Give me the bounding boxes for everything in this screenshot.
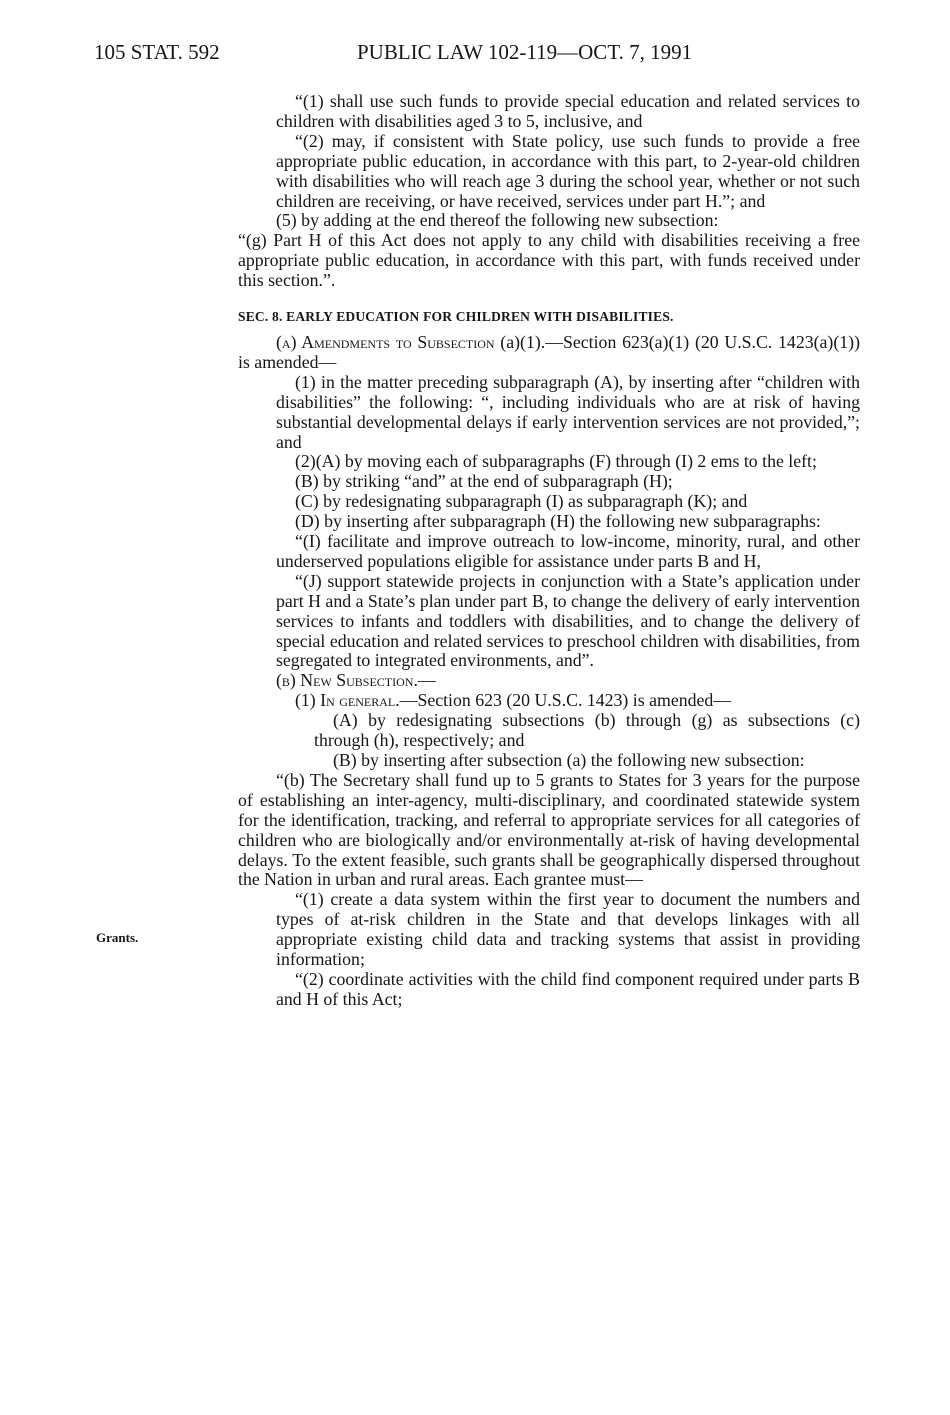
subsection-a [238,333,860,373]
paragraph-a2D: (D) by inserting after subparagraph (H) the following new subparagraphs: [295,511,821,532]
stat-reference: 105 STAT. 592 [94,40,220,64]
paragraph-a2B: (B) by striking “and” at the end of subparagraph (H); [295,471,673,492]
quoted-subparagraph-I: “(I) facilitate and improve outreach to low-income, minority, rural, and other underserved populations eligible for assistance under parts B and H, [276,531,860,571]
section-8-heading: SEC. 8. EARLY EDUCATION FOR CHILDREN WITH DISABILITIES. [238,309,674,325]
paragraph-a2A: (2)(A) by moving each of subparagraphs (F) through (I) 2 ems to the left; [295,451,817,472]
subsection-b-heading: (b) New Subsection [276,670,414,691]
quoted-paragraph-b2: “(2) coordinate activities with the child find component required under parts B and H of this Act; [276,968,860,1009]
subparagraph-bB: (B) by inserting after subsection (a) the following new subsection: [333,750,805,770]
paragraph-5: (5) by adding at the end thereof the following new subsection: [276,210,719,231]
quoted-subparagraph-J: “(J) support statewide projects in conjunction with a State’s application under part H and a State’s plan under part B, to change the delivery of early intervention services to infants and toddlers with disabilities, and to change the delivery of special education and related services to preschool children with disabilities, from segregated to integrated environments, and”. [276,570,860,671]
subsection-b [238,671,860,691]
margin-note-grants: Grants. [96,930,139,945]
paragraph-b1-text: .—Section 623 (20 U.S.C. 1423) is amended— [395,690,732,711]
page-header [94,40,860,70]
subsection-a-heading: (a) Amendments to Subsection [276,331,495,352]
quoted-paragraph-b1: “(1) create a data system within the first year to document the numbers and types of at-risk children in the State and that develops linkages with all appropriate existing child data and tracking systems that assist in providing information; [276,889,860,970]
quoted-paragraph-1: “(1) shall use such funds to provide special education and related services to children with disabilities aged 3 to 5, inclusive, and [276,91,860,131]
paragraph-a2C: (C) by redesignating subparagraph (I) as subparagraph (K); and [295,491,748,512]
law-title: PUBLIC LAW 102-119—OCT. 7, 1991 [357,40,693,64]
document-body [238,92,860,1010]
subsection-a-text: (a)(1).—Section 623(a)(1) (20 U.S.C. 1423(a)(1)) is amended— [238,331,860,372]
paragraph-b1-heading: (1) In general [295,690,396,711]
quoted-subsection-b: “(b) The Secretary shall fund up to 5 grants to States for 3 years for the purpose of establishing an inter-agency, multi-disciplinary, and coordinated statewide system for the identification, tracking, and referral to appropriate services for all categories of children who are biologically and/or environmentally at-risk of having developmental delays. To the extent feasible, such grants shall be geographically dispersed throughout the Nation in urban and rural areas. Each grantee must— [238,769,860,890]
quoted-subsection-g: “(g) Part H of this Act does not apply to any child with disabilities receiving a free appropriate public education, in accordance with this part, with funds received under this section.”. [238,230,860,291]
subparagraph-bA: (A) by redesignating subsections (b) through (g) as subsections (c) through (h), respectively; and [314,710,860,751]
paragraph-b1 [276,691,860,711]
quoted-paragraph-2: “(2) may, if consistent with State policy, use such funds to provide a free appropriate public education, in accordance with this part, to 2-year-old children with disabilities who will reach age 3 during the school year, whether or not such children are receiving, or have received, services under part H.”; and [276,130,860,211]
subsection-b-text: .— [413,670,436,691]
paragraph-a1: (1) in the matter preceding subparagraph (A), by inserting after “children with disabilities” the following: “, including individuals who are at risk of having substantial developmental delays if early intervention services are not provided,”; and [276,371,860,452]
